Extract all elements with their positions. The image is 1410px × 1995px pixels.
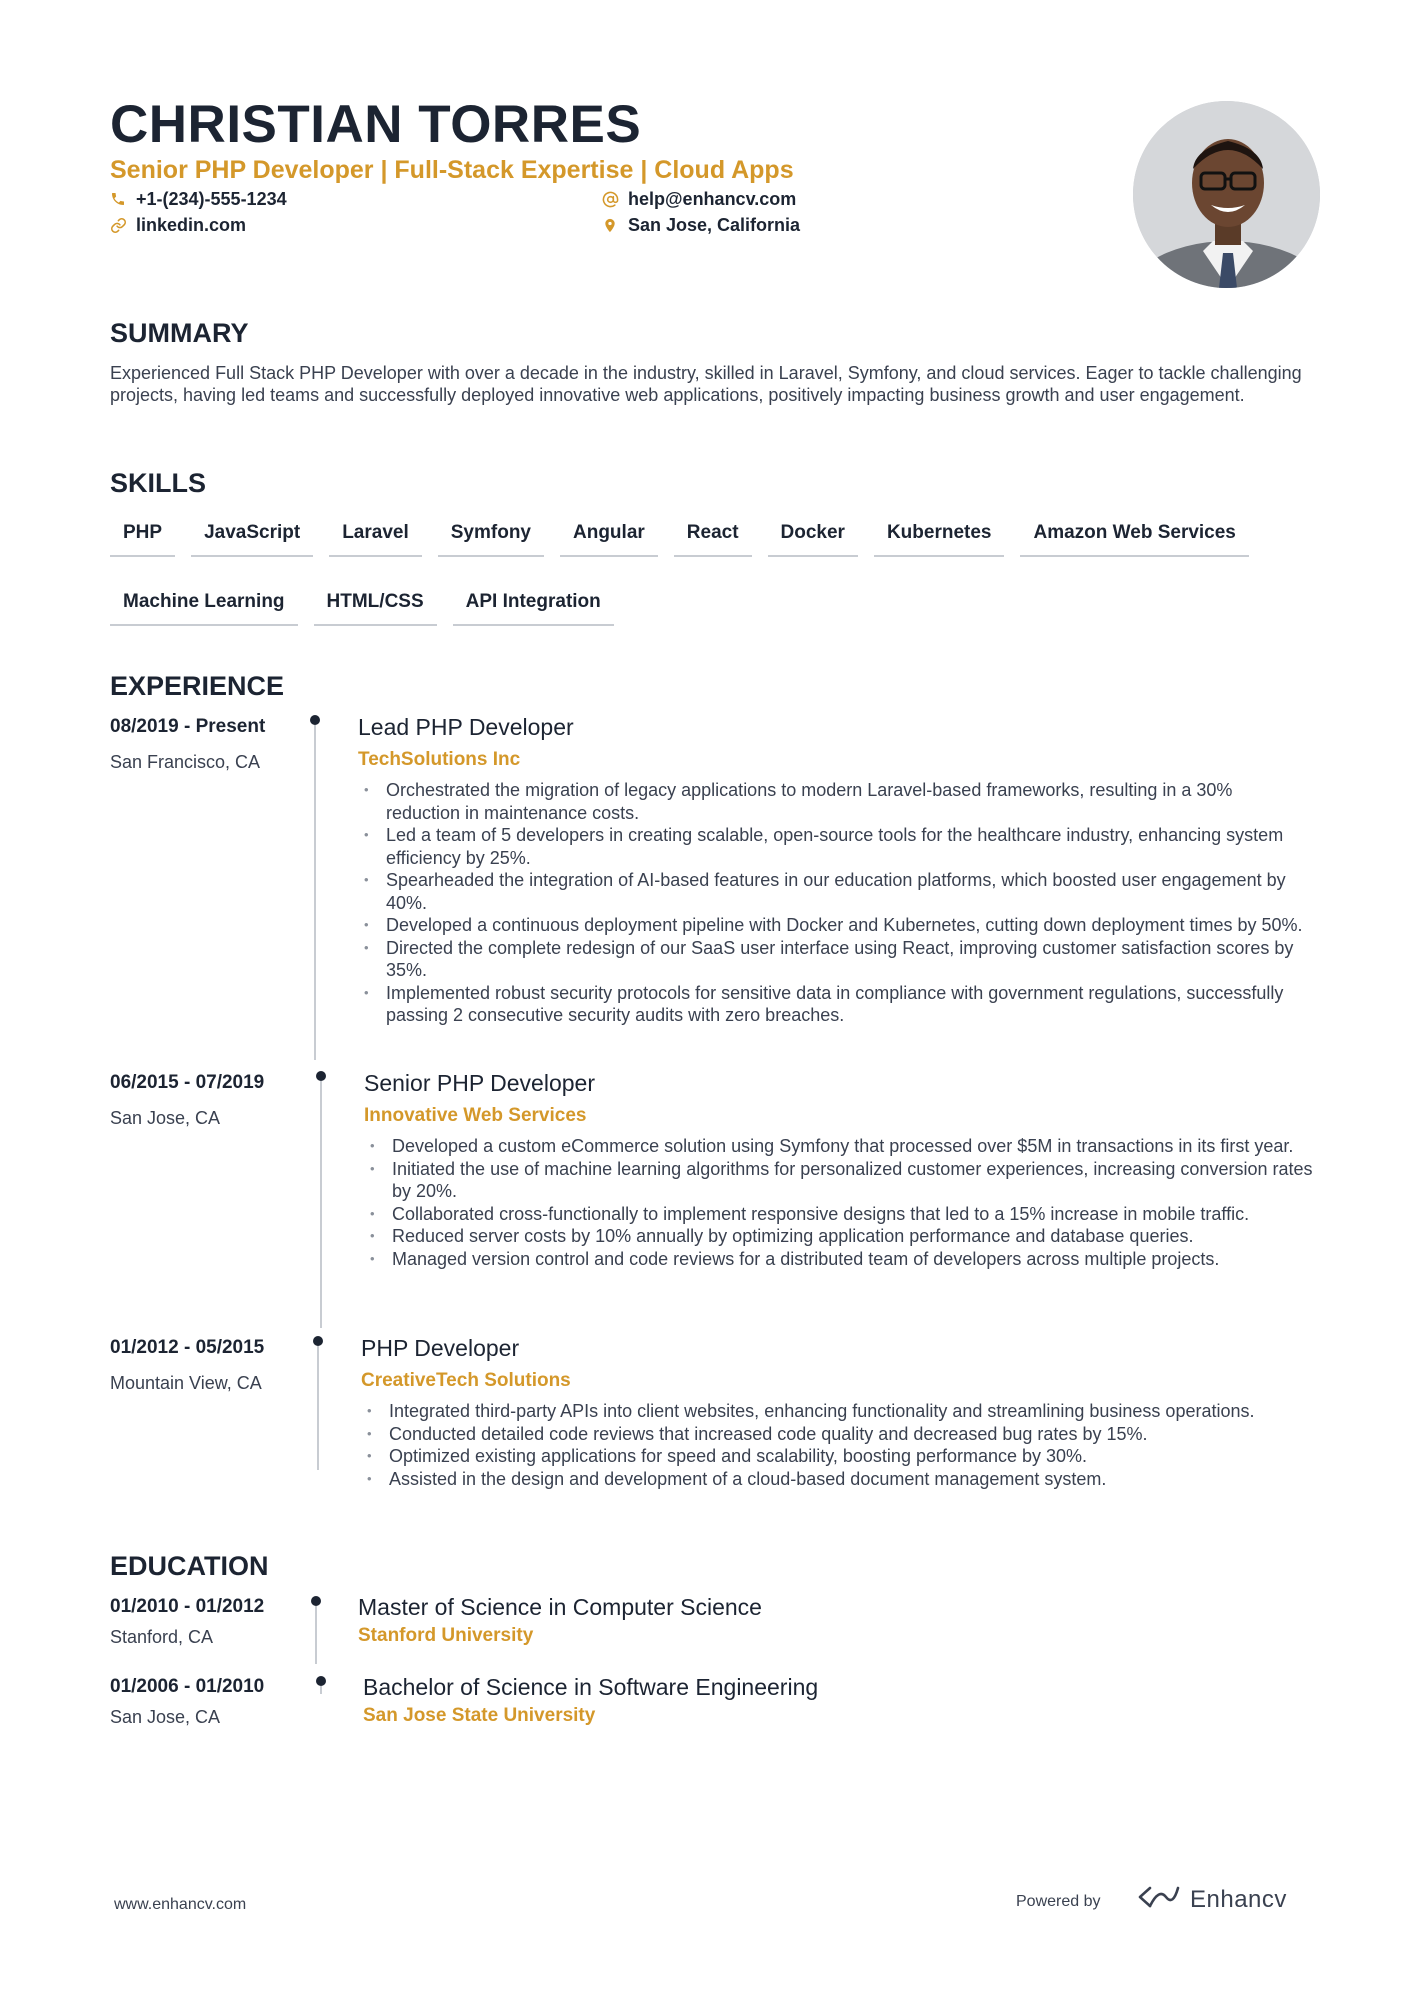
timeline-line (317, 1346, 319, 1470)
experience-heading: EXPERIENCE (110, 671, 285, 701)
timeline-line (320, 1081, 322, 1328)
contact-email[interactable] (602, 189, 796, 210)
job-role: PHP Developer (361, 1335, 520, 1361)
job-bullet: • Managed version control and code reviews for a distributed team of developers across multiple projects. (364, 1248, 1314, 1271)
job-role: Lead PHP Developer (358, 714, 574, 740)
job-bullet: • Optimized existing applications for speed and scalability, boosting performance by 30%. (361, 1445, 1311, 1468)
job-bullet: • Initiated the use of machine learning algorithms for personalized customer experiences, increasing conversion rates by 20%. (364, 1158, 1314, 1203)
job-location: San Jose, CA (110, 1108, 221, 1128)
footer-brand-name: Enhancv (1190, 1885, 1287, 1913)
footer-website[interactable]: www.enhancv.com (114, 1896, 247, 1913)
location-text: San Jose, California (628, 215, 801, 235)
job-bullet: • Spearheaded the integration of AI-based features in our education platforms, which boosted user engagement by 40%. (358, 869, 1308, 914)
linkedin-text[interactable]: linkedin.com (136, 215, 247, 235)
skill-tag: HTML/CSS (314, 579, 437, 626)
map-pin-icon (602, 217, 620, 235)
footer-brand-logo[interactable] (1136, 1884, 1287, 1915)
edu-school: San Jose State University (363, 1705, 596, 1726)
job-bullet: • Led a team of 5 developers in creating scalable, open-source tools for the healthcare industry, enhancing system efficiency by 25%. (358, 824, 1308, 869)
edu-location: Stanford, CA (110, 1627, 214, 1647)
email-text[interactable]: help@enhancv.com (628, 189, 797, 209)
edu-degree: Master of Science in Computer Science (358, 1594, 762, 1620)
summary-text: Experienced Full Stack PHP Developer with over a decade in the industry, skilled in Laravel, Symfony, and cloud services. Eager to tackle challenging projects, having led teams and successfully deployed innovative web applications, positively impacting business growth and user engagement. (110, 363, 1302, 405)
job-location: San Francisco, CA (110, 752, 261, 772)
timeline-dot (313, 1336, 323, 1346)
enhancv-logo-icon (1136, 1884, 1182, 1915)
at-sign-icon (602, 191, 620, 209)
edu-date: 01/2010 - 01/2012 (110, 1596, 265, 1617)
job-date: 01/2012 - 05/2015 (110, 1337, 265, 1358)
contact-location (602, 215, 800, 236)
job-bullets (364, 1135, 1314, 1270)
skill-tag: JavaScript (191, 510, 313, 557)
timeline-line (314, 725, 316, 1060)
skill-tag: API Integration (453, 579, 614, 626)
skill-tag: Docker (768, 510, 858, 557)
timeline-dot (316, 1071, 326, 1081)
candidate-name: CHRISTIAN TORRES (110, 95, 642, 154)
phone-text: +1-(234)-555-1234 (136, 189, 287, 209)
edu-degree: Bachelor of Science in Software Engineering (363, 1674, 819, 1700)
job-bullet: • Developed a custom eCommerce solution using Symfony that processed over $5M in transactions in its first year. (364, 1135, 1314, 1158)
summary-heading: SUMMARY (110, 318, 249, 348)
job-bullets (361, 1400, 1311, 1490)
job-company: TechSolutions Inc (358, 749, 521, 770)
job-date: 06/2015 - 07/2019 (110, 1072, 265, 1093)
skill-tag: Machine Learning (110, 579, 298, 626)
candidate-title: Senior PHP Developer | Full-Stack Expertise | Cloud Apps (110, 156, 794, 184)
skills-heading: SKILLS (110, 468, 207, 498)
edu-location: San Jose, CA (110, 1707, 221, 1727)
timeline-dot (311, 1596, 321, 1606)
job-bullet: • Reduced server costs by 10% annually by optimizing application performance and database queries. (364, 1225, 1314, 1248)
job-bullet: • Developed a continuous deployment pipeline with Docker and Kubernetes, cutting down deployment times by 50%. (358, 914, 1308, 937)
skill-tag: Angular (560, 510, 658, 557)
job-role: Senior PHP Developer (364, 1070, 595, 1096)
job-bullet: • Orchestrated the migration of legacy applications to modern Laravel-based frameworks, resulting in a 30% reduction in maintenance costs. (358, 779, 1308, 824)
skill-tag: PHP (110, 510, 175, 557)
job-bullet: • Implemented robust security protocols for sensitive data in compliance with government regulations, successfully passing 2 consecutive security audits with zero breaches. (358, 982, 1308, 1027)
skills-list (110, 510, 1320, 626)
job-bullet: • Collaborated cross-functionally to implement responsive designs that led to a 15% increase in mobile traffic. (364, 1203, 1314, 1226)
job-bullet: • Integrated third-party APIs into client websites, enhancing functionality and streamlining business operations. (361, 1400, 1311, 1423)
contact-phone (110, 189, 287, 210)
job-bullet: • Directed the complete redesign of our SaaS user interface using React, improving customer satisfaction scores by 35%. (358, 937, 1308, 982)
education-heading: EDUCATION (110, 1551, 269, 1581)
job-date: 08/2019 - Present (110, 716, 266, 737)
job-bullet: • Conducted detailed code reviews that increased code quality and decreased bug rates by 15%. (361, 1423, 1311, 1446)
timeline-dot (316, 1676, 326, 1686)
link-icon (110, 217, 128, 235)
skill-tag: React (674, 510, 752, 557)
skill-tag: Amazon Web Services (1020, 510, 1248, 557)
job-company: Innovative Web Services (364, 1105, 587, 1126)
phone-icon (110, 191, 128, 209)
skill-tag: Laravel (329, 510, 422, 557)
skill-tag: Symfony (438, 510, 544, 557)
profile-photo (1133, 101, 1320, 288)
edu-date: 01/2006 - 01/2010 (110, 1676, 265, 1697)
contact-linkedin[interactable] (110, 215, 246, 236)
skill-tag: Kubernetes (874, 510, 1005, 557)
job-location: Mountain View, CA (110, 1373, 262, 1393)
timeline-dot (310, 715, 320, 725)
edu-school: Stanford University (358, 1625, 534, 1646)
footer-powered-by: Powered by (1016, 1893, 1101, 1910)
job-bullets (358, 779, 1308, 1027)
job-company: CreativeTech Solutions (361, 1370, 571, 1391)
timeline-line (315, 1606, 317, 1664)
job-bullet: • Assisted in the design and development of a cloud-based document management system. (361, 1468, 1311, 1491)
timeline-line (320, 1686, 322, 1694)
